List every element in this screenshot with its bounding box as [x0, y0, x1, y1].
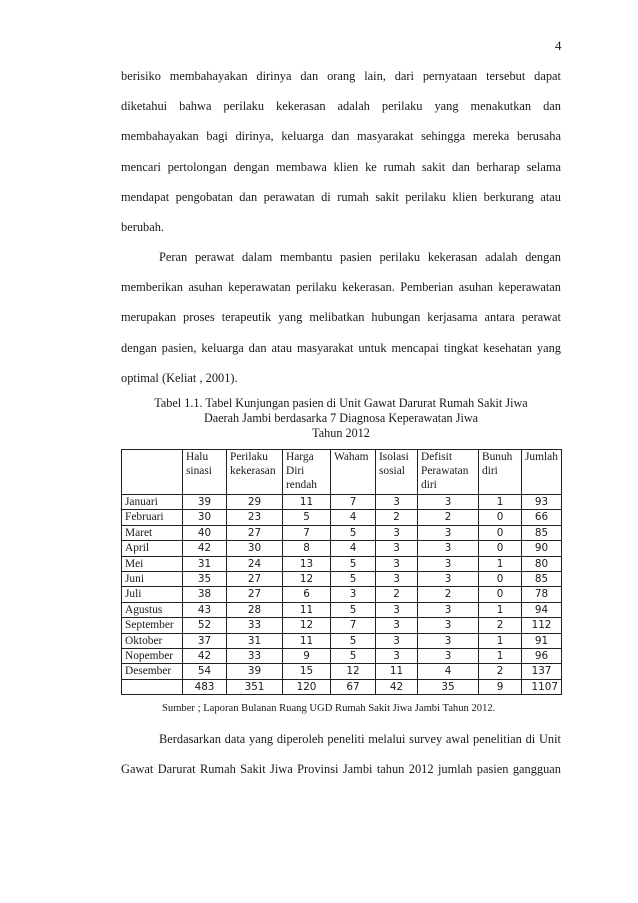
table-value-cell: 85 — [522, 571, 562, 586]
table-value-cell: 5 — [331, 633, 376, 648]
paragraph-1 — [121, 61, 561, 242]
table-total-cell: 120 — [283, 679, 331, 694]
paragraph-2-line: dengan pasien, keluarga dan atau masyarakat untuk mencapai tingkat kesehatan yang — [121, 340, 561, 355]
table-value-cell: 31 — [183, 556, 227, 571]
table-row — [122, 495, 562, 510]
source-note: Sumber ; Laporan Bulanan Ruang UGD Rumah Sakit Jiwa Jambi Tahun 2012. — [162, 703, 496, 714]
table-month-cell: Maret — [122, 525, 183, 540]
table-month-cell: Januari — [122, 495, 183, 510]
paragraph-1-line: mencari pertolongan dengan membawa klien ke rumah sakit dan berharap selama — [121, 159, 561, 174]
table-value-cell: 3 — [418, 618, 479, 633]
table-value-cell: 30 — [183, 510, 227, 525]
table-row — [122, 633, 562, 648]
table-value-cell: 23 — [227, 510, 283, 525]
paragraph-2 — [121, 242, 561, 393]
paragraph-3 — [121, 724, 561, 784]
table-row — [122, 648, 562, 663]
table-row — [122, 541, 562, 556]
table-total-cell: 42 — [376, 679, 418, 694]
table-value-cell: 4 — [331, 541, 376, 556]
paragraph-2-line: merupakan proses terapeutik yang melibatkan hubungan kerjasama antara perawat — [121, 310, 561, 325]
table-value-cell: 33 — [227, 648, 283, 663]
table-value-cell: 3 — [376, 556, 418, 571]
table-value-cell: 42 — [183, 648, 227, 663]
table-header-cell: Harga Diri rendah — [283, 450, 331, 495]
table-header-cell: Halu sinasi — [183, 450, 227, 495]
table-value-cell: 96 — [522, 648, 562, 663]
table-value-cell: 112 — [522, 618, 562, 633]
table-value-cell: 5 — [283, 510, 331, 525]
table-month-cell: Desember — [122, 664, 183, 679]
table-value-cell: 3 — [376, 525, 418, 540]
table-value-cell: 12 — [283, 571, 331, 586]
table-value-cell: 3 — [331, 587, 376, 602]
table-value-cell: 2 — [376, 587, 418, 602]
table-value-cell: 0 — [479, 541, 522, 556]
table-row — [122, 587, 562, 602]
table-value-cell: 2 — [418, 510, 479, 525]
table-value-cell: 37 — [183, 633, 227, 648]
table-row — [122, 618, 562, 633]
table-value-cell: 11 — [283, 495, 331, 510]
table-value-cell: 7 — [331, 618, 376, 633]
table-header-cell: Waham — [331, 450, 376, 495]
table-value-cell: 3 — [418, 648, 479, 663]
paragraph-2-line: memberikan asuhan keperawatan perilaku kekerasan. Pemberian asuhan keperawatan — [121, 280, 561, 295]
table-value-cell: 3 — [376, 541, 418, 556]
table-row — [122, 571, 562, 586]
table-value-cell: 0 — [479, 510, 522, 525]
table-value-cell: 78 — [522, 587, 562, 602]
table-row — [122, 556, 562, 571]
table-value-cell: 91 — [522, 633, 562, 648]
table-value-cell: 15 — [283, 664, 331, 679]
table-month-cell: Februari — [122, 510, 183, 525]
table-value-cell: 33 — [227, 618, 283, 633]
table-total-row — [122, 679, 562, 694]
table-value-cell: 7 — [283, 525, 331, 540]
table-value-cell: 11 — [283, 633, 331, 648]
table-header-cell: Perilaku kekerasan — [227, 450, 283, 495]
table-value-cell: 27 — [227, 587, 283, 602]
paragraph-1-line: berubah. — [121, 219, 165, 234]
table-value-cell: 1 — [479, 633, 522, 648]
paragraph-1-line: membahayakan bagi dirinya, keluarga dan masyarakat sehingga mereka berusaha — [121, 129, 561, 144]
paragraph-1-line: diketahui bahwa perilaku kekerasan adalah perilaku yang menakutkan dan — [121, 99, 561, 114]
table-caption-line-3: Tahun 2012 — [312, 426, 370, 440]
table-value-cell: 2 — [418, 587, 479, 602]
table-total-cell: 9 — [479, 679, 522, 694]
table-total-cell: 67 — [331, 679, 376, 694]
table-month-cell: Nopember — [122, 648, 183, 663]
table-value-cell: 1 — [479, 602, 522, 617]
table-caption — [121, 396, 561, 441]
table-value-cell: 13 — [283, 556, 331, 571]
table-value-cell: 12 — [331, 664, 376, 679]
paragraph-1-line: berisiko membahayakan dirinya dan orang lain, dari pernyataan tersebut dapat — [121, 69, 561, 83]
table-value-cell: 39 — [183, 495, 227, 510]
table-value-cell: 42 — [183, 541, 227, 556]
table-value-cell: 43 — [183, 602, 227, 617]
table-total-label-cell — [122, 679, 183, 694]
table-value-cell: 31 — [227, 633, 283, 648]
table-value-cell: 3 — [418, 556, 479, 571]
table-month-cell: Juni — [122, 571, 183, 586]
table-value-cell: 7 — [331, 495, 376, 510]
table-month-cell: Oktober — [122, 633, 183, 648]
table-caption-line-2: Daerah Jambi berdasarka 7 Diagnosa Keperawatan Jiwa — [203, 411, 479, 425]
table-value-cell: 24 — [227, 556, 283, 571]
table-total-cell: 483 — [183, 679, 227, 694]
table-value-cell: 137 — [522, 664, 562, 679]
table-value-cell: 5 — [331, 602, 376, 617]
table-value-cell: 85 — [522, 525, 562, 540]
table-value-cell: 5 — [331, 525, 376, 540]
paragraph-3-line: Gawat Darurat Rumah Sakit Jiwa Provinsi Jambi tahun 2012 jumlah pasien gangguan — [121, 762, 561, 777]
table-value-cell: 8 — [283, 541, 331, 556]
table-caption-line-1: Tabel 1.1. Tabel Kunjungan pasien di Unit Gawat Darurat Rumah Sakit Jiwa — [154, 396, 528, 410]
table-month-cell: Juli — [122, 587, 183, 602]
table-value-cell: 4 — [331, 510, 376, 525]
table-row — [122, 602, 562, 617]
table-value-cell: 5 — [331, 648, 376, 663]
table-value-cell: 94 — [522, 602, 562, 617]
paragraph-3-line: Berdasarkan data yang diperoleh peneliti melalui survey awal penelitian di Unit — [159, 732, 561, 746]
table-month-cell: September — [122, 618, 183, 633]
table-value-cell: 12 — [283, 618, 331, 633]
table-value-cell: 3 — [376, 633, 418, 648]
table-value-cell: 3 — [418, 602, 479, 617]
table-value-cell: 39 — [227, 664, 283, 679]
table-header-cell: Isolasi sosial — [376, 450, 418, 495]
page-number: 4 — [555, 38, 562, 53]
table-value-cell: 3 — [376, 571, 418, 586]
table-header-row — [122, 450, 562, 495]
paragraph-1-line: mendapat pengobatan dan perawatan di rumah sakit perilaku klien berkurang atau — [121, 189, 561, 204]
table-month-cell: Mei — [122, 556, 183, 571]
table-value-cell: 0 — [479, 525, 522, 540]
table-value-cell: 0 — [479, 587, 522, 602]
table-value-cell: 2 — [376, 510, 418, 525]
table-value-cell: 1 — [479, 495, 522, 510]
table-value-cell: 11 — [376, 664, 418, 679]
table-value-cell: 38 — [183, 587, 227, 602]
table-value-cell: 5 — [331, 571, 376, 586]
table-value-cell: 30 — [227, 541, 283, 556]
visits-table — [121, 449, 562, 695]
table-value-cell: 3 — [418, 633, 479, 648]
table-value-cell: 3 — [418, 541, 479, 556]
table-value-cell: 29 — [227, 495, 283, 510]
table-value-cell: 2 — [479, 618, 522, 633]
table-value-cell: 3 — [376, 602, 418, 617]
table-value-cell: 90 — [522, 541, 562, 556]
table-value-cell: 4 — [418, 664, 479, 679]
table-value-cell: 3 — [376, 648, 418, 663]
table-month-cell: Agustus — [122, 602, 183, 617]
table-row — [122, 664, 562, 679]
table-value-cell: 40 — [183, 525, 227, 540]
table-value-cell: 3 — [418, 571, 479, 586]
table-value-cell: 3 — [376, 495, 418, 510]
table-total-cell: 35 — [418, 679, 479, 694]
table-value-cell: 93 — [522, 495, 562, 510]
table-row — [122, 525, 562, 540]
table-value-cell: 1 — [479, 556, 522, 571]
table-value-cell: 27 — [227, 525, 283, 540]
table-value-cell: 1 — [479, 648, 522, 663]
table-value-cell: 52 — [183, 618, 227, 633]
table-value-cell: 66 — [522, 510, 562, 525]
table-value-cell: 5 — [331, 556, 376, 571]
table-value-cell: 35 — [183, 571, 227, 586]
table-value-cell: 11 — [283, 602, 331, 617]
table-total-cell: 351 — [227, 679, 283, 694]
paragraph-2-line: optimal (Keliat , 2001). — [121, 370, 238, 385]
table-header-cell: Bunuh diri — [479, 450, 522, 495]
table-value-cell: 80 — [522, 556, 562, 571]
table-value-cell: 3 — [376, 618, 418, 633]
table-value-cell: 0 — [479, 571, 522, 586]
table-month-cell: April — [122, 541, 183, 556]
table-total-cell: 1107 — [522, 679, 562, 694]
table-value-cell: 27 — [227, 571, 283, 586]
table-value-cell: 3 — [418, 495, 479, 510]
table-header-cell: Jumlah — [522, 450, 562, 495]
table-value-cell: 9 — [283, 648, 331, 663]
table-value-cell: 3 — [418, 525, 479, 540]
table-value-cell: 6 — [283, 587, 331, 602]
table-header-cell: Defisit Perawatan diri — [418, 450, 479, 495]
table-value-cell: 2 — [479, 664, 522, 679]
table-header-cell — [122, 450, 183, 495]
paragraph-2-line: Peran perawat dalam membantu pasien perilaku kekerasan adalah dengan — [159, 250, 561, 264]
table-value-cell: 28 — [227, 602, 283, 617]
table-row — [122, 510, 562, 525]
table-value-cell: 54 — [183, 664, 227, 679]
